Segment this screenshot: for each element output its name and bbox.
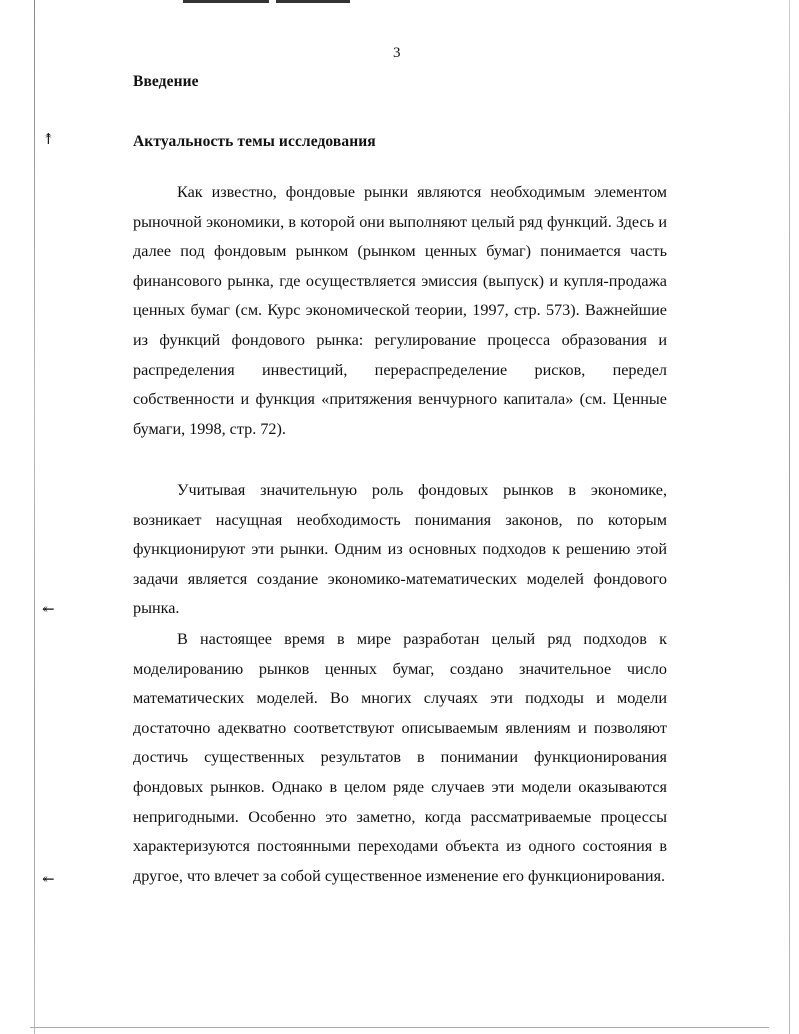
- scan-top-mark: [183, 0, 269, 3]
- paragraph: Учитывая значительную роль фондовых рынков в экономике, возникает насущная необходимость понимания законов, по которым функционируют эти рынки. Одним из основных подходов к решению этой задачи является создание экономико-математических моделей фондового рынка.: [133, 481, 667, 618]
- binding-mark-icon: ↞: [42, 602, 55, 618]
- scan-right-edge: [789, 0, 790, 1034]
- scan-left-edge: [34, 0, 35, 1034]
- paragraph: Как известно, фондовые рынки являются необходимым элементом рыночной экономики, в которой они выполняют целый ряд функций. Здесь и далее под фондовым рынком (рынком ценных бумаг) понимается часть финансового рынка, где осуществляется эмиссия (выпуск) и купля-продажа ценных бумаг (см. Курс экономической теории, 1997, стр. 573). Важнейшие из функций фондового рынка: регулирование процесса образования и распределения инвестиций, перераспределение рисков, передел собственности и функция «притяжения венчурного капитала» (см. Ценные бумаги, 1998, стр. 72).: [133, 183, 667, 438]
- binding-mark-icon: ↞: [42, 872, 55, 888]
- paragraph: В настоящее время в мире разработан целый ряд подходов к моделированию рынков ценных бумаг, создано значительное число математических моделей. Во многих случаях эти подходы и модели достаточно адекватно соответствуют описываемым явлениям и позволяют достичь существенных результатов в понимании функционирования фондовых рынков. Однако в целом ряде случаев эти модели оказываются непригодными. Особенно это заметно, когда рассматриваемые процессы характеризуются постоянными переходами объекта из одного состояния в другое, что влечет за собой существенное изменение его функционирования.: [133, 630, 667, 885]
- section-heading: Актуальность темы исследования: [133, 133, 376, 150]
- page-number: 3: [393, 45, 401, 61]
- scan-top-mark: [276, 0, 350, 3]
- intro-heading: Введение: [133, 73, 199, 90]
- scan-bottom-edge: [30, 1027, 769, 1028]
- binding-mark-icon: ↟: [42, 132, 55, 148]
